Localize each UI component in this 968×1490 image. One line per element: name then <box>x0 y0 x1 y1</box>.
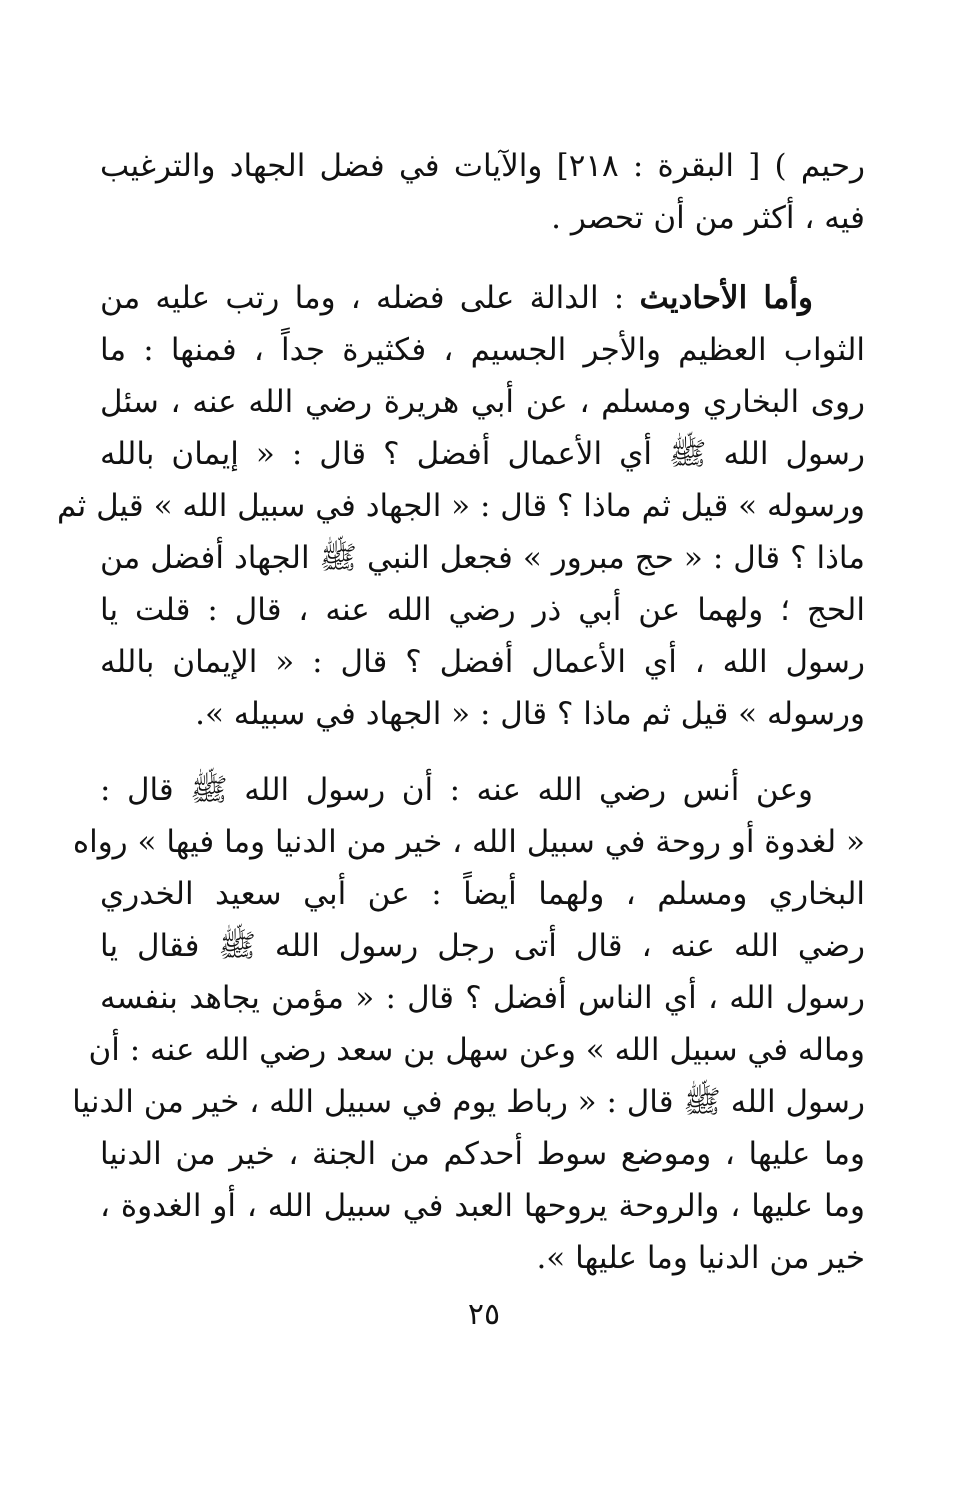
text-line: رسول الله ، أي الناس أفضل ؟ قال : « مؤمن يجاهد بنفسه <box>100 980 865 1016</box>
text-line: رضي الله عنه ، قال أتى رجل رسول الله ﷺ فقال يا <box>100 928 865 964</box>
page-body <box>56 140 865 1284</box>
text-line <box>100 272 865 324</box>
text-line: « لغدوة أو روحة في سبيل الله ، خير من الدنيا وما فيها » رواه <box>72 824 865 860</box>
text-line: ماذا ؟ قال : « حج مبرور » فجعل النبي ﷺ الجهاد أفضل من <box>100 540 865 576</box>
text-line: روى البخاري ومسلم ، عن أبي هريرة رضي الله عنه ، سئل <box>100 384 865 420</box>
paragraph-1 <box>100 140 865 244</box>
text-line: وما عليها ، والروحة يروحها العبد في سبيل الله ، أو الغدوة ، <box>100 1188 865 1224</box>
text-line: رسول الله ﷺ أي الأعمال أفضل ؟ قال : « إيمان بالله <box>100 436 865 472</box>
text-line: رسول الله ﷺ قال : « رباط يوم في سبيل الله ، خير من الدنيا <box>72 1084 865 1120</box>
text-line: رحيم ) [ البقرة : ٢١٨] والآيات في فضل الجهاد والترغيب <box>100 148 865 184</box>
text-line: ورسوله » قيل ثم ماذا ؟ قال : « الجهاد في سبيله ». <box>195 696 865 732</box>
text-line: الثواب العظيم والأجر الجسيم ، فكثيرة جداً ، فمنها : ما <box>100 332 865 368</box>
text-line: خير من الدنيا وما عليها ». <box>536 1240 865 1276</box>
text-line: وما عليها ، وموضع سوط أحدكم من الجنة ، خير من الدنيا <box>100 1136 865 1172</box>
paragraph-spacer <box>100 740 865 764</box>
paragraph-spacer <box>100 244 865 272</box>
paragraph-3 <box>72 764 865 1284</box>
text-line: البخاري ومسلم ، ولهما أيضاً : عن أبي سعيد الخدري <box>100 876 865 912</box>
section-heading: وأما الأحاديث <box>639 280 813 316</box>
heading-continuation: : الدالة على فضله ، وما رتب عليه من <box>100 280 640 316</box>
paragraph-2 <box>56 272 865 740</box>
page-number: ٢٥ <box>467 1297 501 1332</box>
text-line: رسول الله ، أي الأعمال أفضل ؟ قال : « الإيمان بالله <box>100 644 865 680</box>
text-line: وعن أنس رضي الله عنه : أن رسول الله ﷺ قال : <box>100 772 813 808</box>
text-line: وماله في سبيل الله » وعن سهل بن سعد رضي الله عنه : أن <box>88 1032 865 1068</box>
text-line: الحج ؛ ولهما عن أبي ذر رضي الله عنه ، قال : قلت يا <box>100 592 865 628</box>
text-line: ورسوله » قيل ثم ماذا ؟ قال : « الجهاد في سبيل الله » قيل ثم <box>56 488 865 524</box>
text-line: فيه ، أكثر من أن تحصر . <box>551 200 865 236</box>
